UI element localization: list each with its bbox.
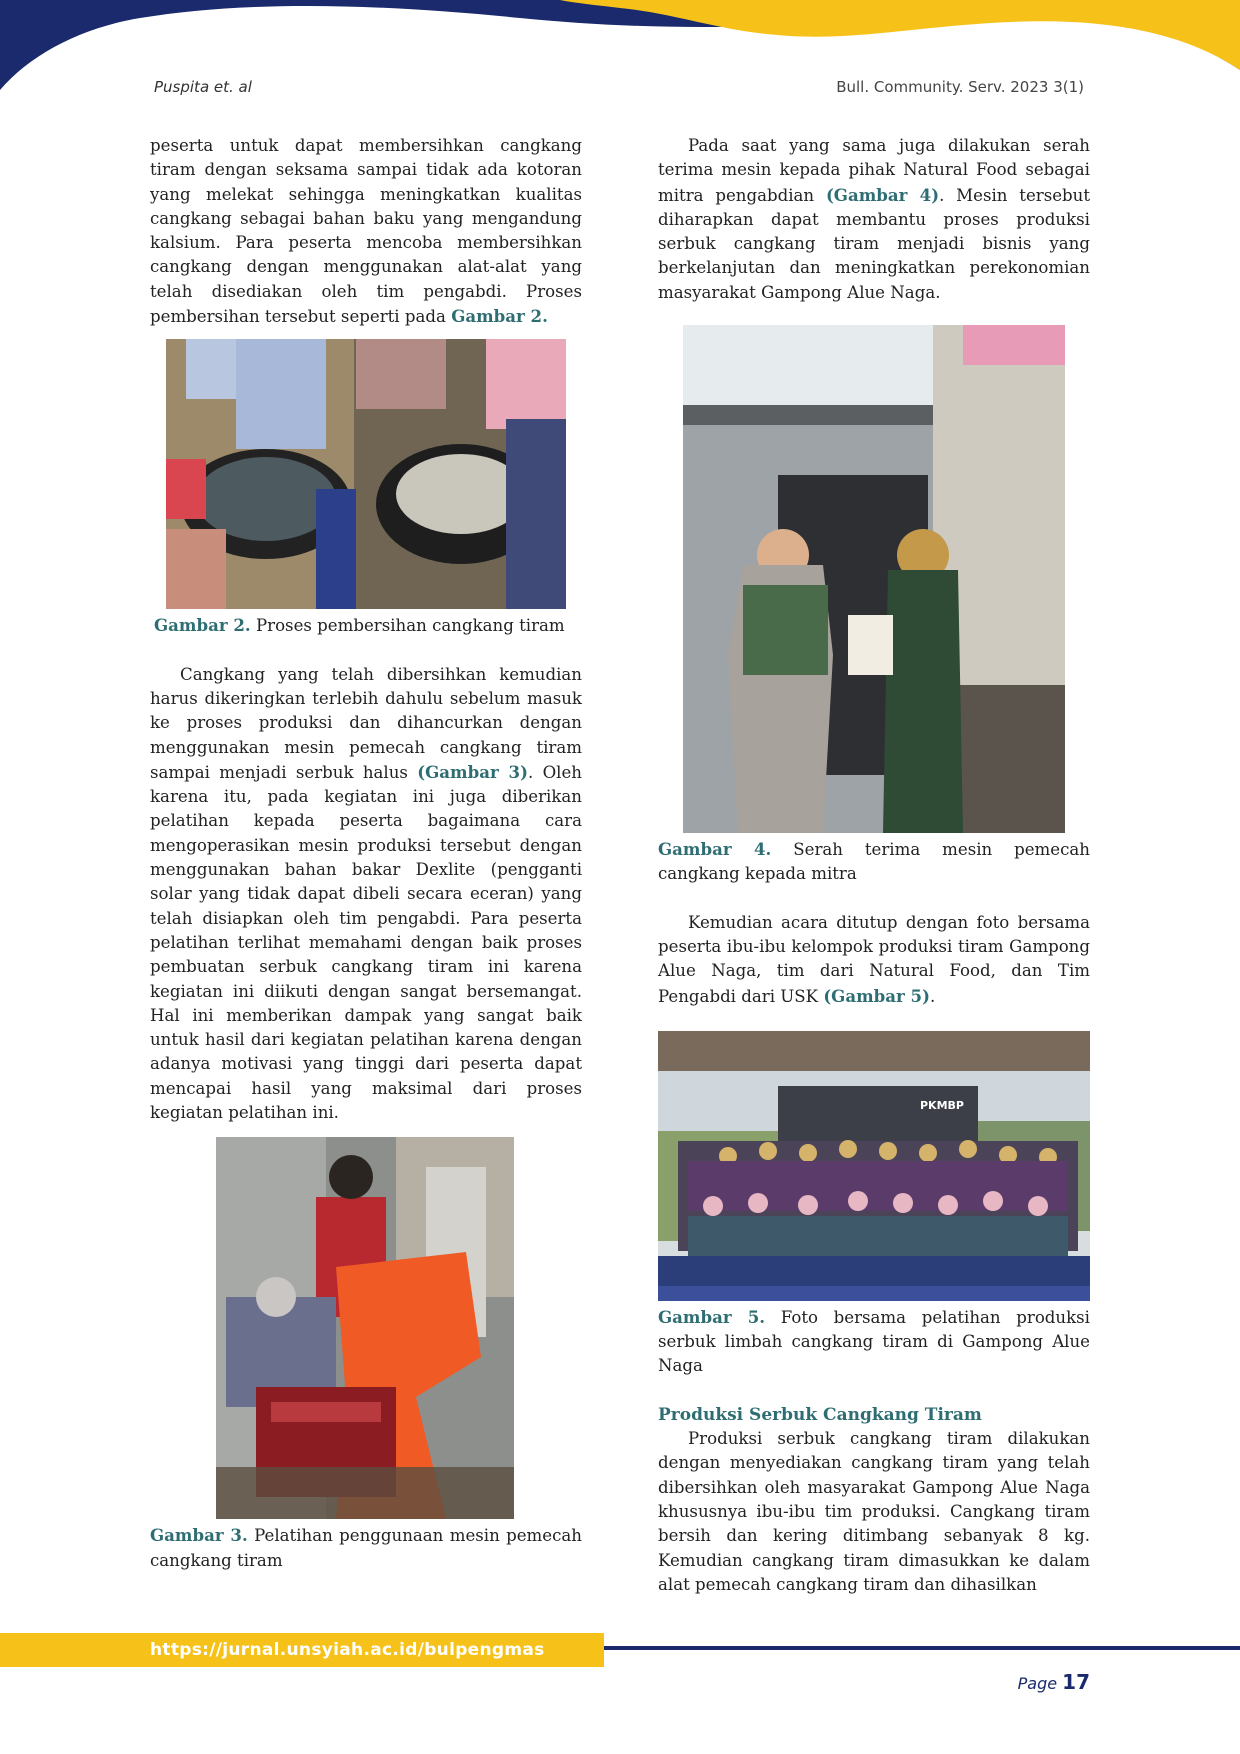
figure-5-photo: [658, 1031, 1090, 1301]
figure-reference-link[interactable]: (Gambar 4): [825, 184, 940, 205]
running-header-authors: Puspita et. al: [154, 78, 252, 96]
paragraph: [658, 134, 1090, 305]
paragraph: [658, 911, 1090, 1009]
paragraph: [150, 134, 582, 329]
paragraph-text: Cangkang yang telah dibersihkan kemudian harus dikeringkan terlebih dahulu sebelum masuk ke proses produksi dan dihancurkan dengan menggunakan mesin pemecah cangkang tiram sampai menjadi serbuk halus: [150, 664, 582, 782]
figure-3-caption: [150, 1523, 582, 1573]
figure-3-caption-text: Pelatihan penggunaan mesin pemecah cangkang tiram: [150, 1526, 582, 1570]
figure-5-label: Gambar 5.: [658, 1306, 766, 1327]
figure-4-label: Gambar 4.: [658, 839, 772, 860]
figure-3-photo: [216, 1137, 514, 1519]
paragraph: Produksi serbuk cangkang tiram dilakukan dengan menyediakan cangkang tiram yang telah dibersihkan oleh masyarakat Gampong Alue Naga khususnya ibu-ibu tim produksi. Cangkang tiram bersih dan kering ditimbang sebanyak 8 kg. Kemudian cangkang tiram dimasukkan ke dalam alat pemecah cangkang tiram dan dihasilkan: [658, 1429, 1090, 1594]
paragraph-text: peserta untuk dapat membersihkan cangkang tiram dengan seksama sampai tidak ada kotoran yang melekat sehingga meningkatkan kualitas cangkang sebagai bahan baku yang mengandung kalsium. Para peserta mencoba membersihkan cangkang dengan menggunakan alat-alat yang telah disediakan oleh tim pengabdi. Proses pembersihan tersebut seperti pada: [150, 136, 582, 327]
figure-reference-link[interactable]: (Gambar 3): [417, 761, 528, 782]
left-column: [150, 134, 582, 1573]
paragraph-text: . Mesin tersebut diharapkan dapat membantu proses produksi serbuk cangkang tiram menjadi bisnis yang berkelanjutan dan meningkatkan perekonomian masyarakat Gampong Alue Naga.: [658, 185, 1091, 302]
figure-2-photo: [166, 339, 566, 609]
figure-2-caption: [154, 613, 582, 638]
banner-label: PKMBP: [920, 1098, 964, 1112]
page-number: [1018, 1670, 1090, 1694]
section-heading: Produksi Serbuk Cangkang Tiram: [658, 1404, 982, 1425]
figure-2-caption-text: Proses pembersihan cangkang tiram: [255, 616, 565, 636]
figure-5-caption-text: Foto bersama pelatihan produksi serbuk limbah cangkang tiram di Gampong Alue Naga: [658, 1307, 1090, 1376]
figure-4-caption: [658, 837, 1090, 887]
paragraph-text: Pada saat yang sama juga dilakukan serah terima mesin kepada pihak Natural Food sebagai mitra pengabdian: [658, 136, 1090, 205]
figure-4-caption-text: Serah terima mesin pemecah cangkang kepada mitra: [658, 840, 1090, 884]
figure-2-label: Gambar 2.: [154, 615, 251, 636]
page-label: Page: [1017, 1674, 1058, 1693]
figure-3-label: Gambar 3.: [150, 1525, 248, 1546]
page-number-value: 17: [1062, 1670, 1090, 1694]
right-column: [658, 134, 1090, 1597]
paragraph-text: .: [929, 986, 936, 1006]
figure-reference-link[interactable]: Gambar 2.: [451, 306, 548, 327]
journal-url-link[interactable]: https://jurnal.unsyiah.ac.id/bulpengmas: [150, 1640, 545, 1660]
paragraph-text: . Oleh karena itu, pada kegiatan ini juga diberikan pelatihan kepada peserta bagaimana cara mengoperasikan mesin produksi tersebut dengan menggunakan bahan bakar Dexlite (pengganti solar yang tidak dapat dibeli secara eceran) yang telah disiapkan oleh tim pengabdi. Para peserta pelatihan terlihat memahami dengan baik proses pembuatan serbuk cangkang tiram ini karena kegiatan ini diikuti dengan sangat bersemangat. Hal ini memberikan dampak yang sangat baik untuk hasil dari kegiatan pelatihan karena dengan adanya motivasi yang tinggi dari peserta dapat mencapai hasil yang maksimal dari proses kegiatan pelatihan ini.: [150, 762, 582, 1123]
footer-rule: [604, 1646, 1240, 1650]
figure-reference-link[interactable]: (Gambar 5): [823, 985, 930, 1006]
figure-4-photo: [683, 325, 1065, 833]
figure-5-caption: [658, 1305, 1090, 1379]
paragraph: [150, 663, 582, 1126]
running-header-journal: Bull. Community. Serv. 2023 3(1): [836, 78, 1084, 96]
paragraph-text: Kemudian acara ditutup dengan foto bersama peserta ibu-ibu kelompok produksi tiram Gampong Alue Naga, tim dari Natural Food, dan Tim Pengabdi dari USK: [658, 912, 1090, 1006]
